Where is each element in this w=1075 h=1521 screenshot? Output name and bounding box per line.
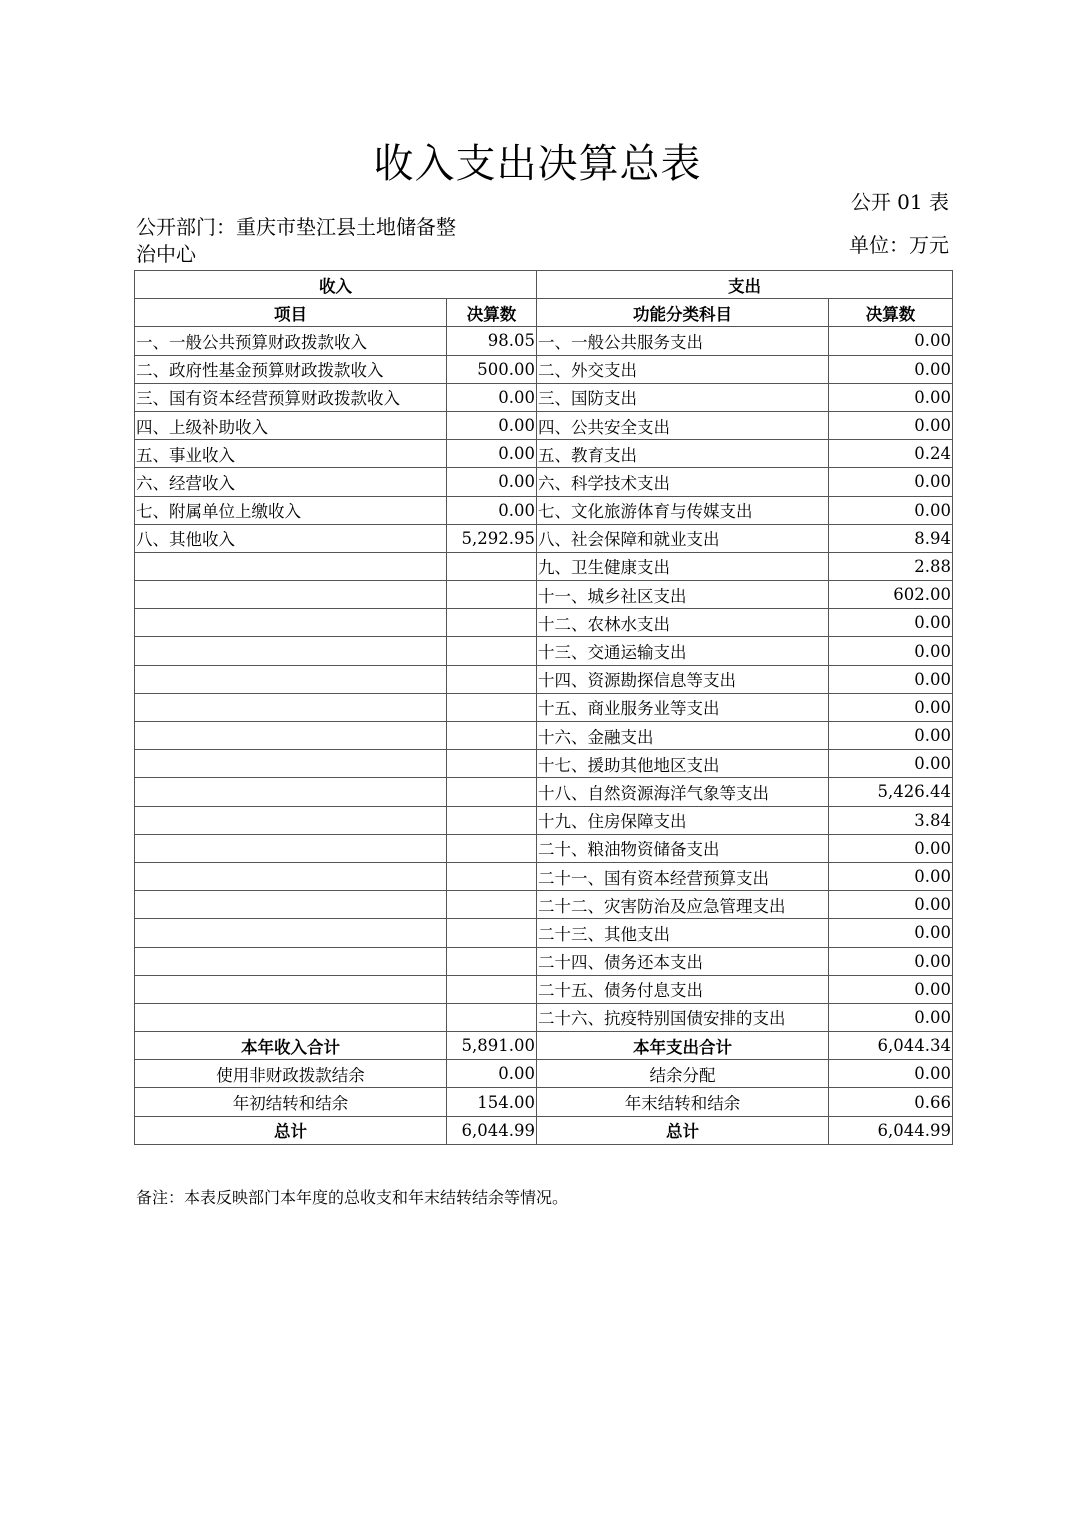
income-item: 一、一般公共预算财政拨款收入: [135, 327, 447, 355]
income-amount: 500.00: [447, 355, 537, 383]
income-amount: [447, 806, 537, 834]
income-item: [135, 778, 447, 806]
expense-amount: 5,426.44: [829, 778, 953, 806]
income-item: [135, 665, 447, 693]
table-row: [135, 581, 953, 609]
table-row: [135, 722, 953, 750]
item-header: 项目: [135, 299, 447, 327]
footnote: 备注：本表反映部门本年度的总收支和年末结转结余等情况。: [136, 1188, 569, 1207]
income-item: [135, 806, 447, 834]
unit-label: 单位：万元: [849, 233, 949, 257]
income-item: [135, 891, 447, 919]
income-header: 收入: [135, 271, 537, 299]
income-amount: 5,292.95: [447, 524, 537, 552]
expense-total-label: 本年支出合计: [537, 1032, 829, 1060]
expense-amount: 602.00: [829, 581, 953, 609]
end-carryover-value: 0.66: [829, 1088, 953, 1116]
expense-total-value: 6,044.34: [829, 1032, 953, 1060]
table-row: [135, 468, 953, 496]
income-amount: 0.00: [447, 440, 537, 468]
begin-carryover-label: 年初结转和结余: [135, 1088, 447, 1116]
expense-item: 十五、商业服务业等支出: [537, 693, 829, 721]
surplus-dist-label: 结余分配: [537, 1060, 829, 1088]
grand-total-row: [135, 1116, 953, 1144]
income-item: 二、政府性基金预算财政拨款收入: [135, 355, 447, 383]
expense-amount: 0.00: [829, 496, 953, 524]
table-row: [135, 440, 953, 468]
grand-expense-label: 总计: [537, 1116, 829, 1144]
expense-item: 十一、城乡社区支出: [537, 581, 829, 609]
income-total-label: 本年收入合计: [135, 1032, 447, 1060]
table-row: [135, 862, 953, 890]
income-item: [135, 581, 447, 609]
expense-amount: 0.00: [829, 975, 953, 1003]
income-item: [135, 834, 447, 862]
income-amount: [447, 919, 537, 947]
table-row: [135, 496, 953, 524]
income-amount: [447, 834, 537, 862]
income-amount: [447, 637, 537, 665]
total-row: [135, 1032, 953, 1060]
expense-amount: 0.00: [829, 750, 953, 778]
expense-amount: 0.24: [829, 440, 953, 468]
expense-amount: 0.00: [829, 693, 953, 721]
table-row: [135, 919, 953, 947]
income-amount: [447, 665, 537, 693]
income-item: [135, 919, 447, 947]
table-row: [135, 327, 953, 355]
expense-amount: 3.84: [829, 806, 953, 834]
expense-item: 十三、交通运输支出: [537, 637, 829, 665]
expense-item: 二十一、国有资本经营预算支出: [537, 862, 829, 890]
expense-amount: 0.00: [829, 665, 953, 693]
nonfiscal-row: [135, 1060, 953, 1088]
income-amount: [447, 975, 537, 1003]
income-item: 六、经营收入: [135, 468, 447, 496]
expense-item: 四、公共安全支出: [537, 411, 829, 439]
expense-amount: 0.00: [829, 411, 953, 439]
table-row: [135, 947, 953, 975]
expense-item: 十四、资源勘探信息等支出: [537, 665, 829, 693]
department-label: 公开部门：重庆市垫江县土地储备整治中心: [136, 215, 456, 266]
income-amount: 0.00: [447, 411, 537, 439]
income-amount: [447, 609, 537, 637]
expense-item: 十九、住房保障支出: [537, 806, 829, 834]
header-row-2: [135, 299, 953, 327]
income-amount: 0.00: [447, 468, 537, 496]
income-amount: [447, 693, 537, 721]
expense-item: 十六、金融支出: [537, 722, 829, 750]
table-row: [135, 975, 953, 1003]
table-row: [135, 693, 953, 721]
table-row: [135, 750, 953, 778]
amount-header: 决算数: [447, 299, 537, 327]
income-amount: [447, 1003, 537, 1031]
expense-header: 支出: [537, 271, 953, 299]
income-item: [135, 862, 447, 890]
income-item: [135, 722, 447, 750]
income-item: [135, 947, 447, 975]
expense-item: 六、科学技术支出: [537, 468, 829, 496]
expense-item: 一、一般公共服务支出: [537, 327, 829, 355]
income-item: 七、附属单位上缴收入: [135, 496, 447, 524]
expense-amount: 0.00: [829, 383, 953, 411]
expense-item: 八、社会保障和就业支出: [537, 524, 829, 552]
table-row: [135, 891, 953, 919]
expense-item: 十七、援助其他地区支出: [537, 750, 829, 778]
expense-item: 二十五、债务付息支出: [537, 975, 829, 1003]
income-amount: 0.00: [447, 496, 537, 524]
income-item: 三、国有资本经营预算财政拨款收入: [135, 383, 447, 411]
grand-income-value: 6,044.99: [447, 1116, 537, 1144]
header-row-1: [135, 271, 953, 299]
table-row: [135, 665, 953, 693]
income-amount: [447, 722, 537, 750]
expense-item: 十二、农林水支出: [537, 609, 829, 637]
income-item: [135, 609, 447, 637]
table-row: [135, 552, 953, 580]
expense-amount: 0.00: [829, 891, 953, 919]
table-row: [135, 637, 953, 665]
table-row: [135, 1003, 953, 1031]
income-amount: [447, 778, 537, 806]
income-item: [135, 1003, 447, 1031]
income-item: 四、上级补助收入: [135, 411, 447, 439]
expense-item: 二十二、灾害防治及应急管理支出: [537, 891, 829, 919]
table-row: [135, 355, 953, 383]
income-item: [135, 637, 447, 665]
expense-amount: 0.00: [829, 327, 953, 355]
expense-amount: 0.00: [829, 1003, 953, 1031]
income-amount: [447, 891, 537, 919]
expense-amount: 0.00: [829, 722, 953, 750]
income-item: [135, 693, 447, 721]
income-item: [135, 552, 447, 580]
expense-item: 七、文化旅游体育与传媒支出: [537, 496, 829, 524]
expense-item: 九、卫生健康支出: [537, 552, 829, 580]
income-amount: [447, 750, 537, 778]
page-title: 收入支出决算总表: [373, 141, 702, 187]
expense-amount: 0.00: [829, 919, 953, 947]
nonfiscal-value: 0.00: [447, 1060, 537, 1088]
income-amount: 0.00: [447, 383, 537, 411]
income-amount: [447, 552, 537, 580]
income-item: [135, 750, 447, 778]
expense-amount: 0.00: [829, 862, 953, 890]
expense-amount: 2.88: [829, 552, 953, 580]
grand-income-label: 总计: [135, 1116, 447, 1144]
expense-amount: 0.00: [829, 355, 953, 383]
func-header: 功能分类科目: [537, 299, 829, 327]
income-expense-table: [134, 270, 953, 1145]
amount2-header: 决算数: [829, 299, 953, 327]
expense-item: 五、教育支出: [537, 440, 829, 468]
income-amount: 98.05: [447, 327, 537, 355]
income-total-value: 5,891.00: [447, 1032, 537, 1060]
carryover-row: [135, 1088, 953, 1116]
expense-item: 三、国防支出: [537, 383, 829, 411]
income-amount: [447, 947, 537, 975]
expense-item: 二十、粮油物资储备支出: [537, 834, 829, 862]
income-item: 五、事业收入: [135, 440, 447, 468]
grand-expense-value: 6,044.99: [829, 1116, 953, 1144]
income-amount: [447, 862, 537, 890]
income-item: 八、其他收入: [135, 524, 447, 552]
form-number: 公开 01 表: [850, 190, 949, 214]
end-carryover-label: 年末结转和结余: [537, 1088, 829, 1116]
expense-amount: 8.94: [829, 524, 953, 552]
expense-item: 二十三、其他支出: [537, 919, 829, 947]
expense-amount: 0.00: [829, 609, 953, 637]
table-row: [135, 411, 953, 439]
table-row: [135, 778, 953, 806]
table-row: [135, 524, 953, 552]
begin-carryover-value: 154.00: [447, 1088, 537, 1116]
expense-amount: 0.00: [829, 468, 953, 496]
expense-amount: 0.00: [829, 637, 953, 665]
expense-item: 十八、自然资源海洋气象等支出: [537, 778, 829, 806]
expense-item: 二十四、债务还本支出: [537, 947, 829, 975]
expense-item: 二十六、抗疫特别国债安排的支出: [537, 1003, 829, 1031]
expense-item: 二、外交支出: [537, 355, 829, 383]
surplus-dist-value: 0.00: [829, 1060, 953, 1088]
table-row: [135, 383, 953, 411]
expense-amount: 0.00: [829, 947, 953, 975]
table-row: [135, 609, 953, 637]
table-row: [135, 834, 953, 862]
income-item: [135, 975, 447, 1003]
expense-amount: 0.00: [829, 834, 953, 862]
nonfiscal-label: 使用非财政拨款结余: [135, 1060, 447, 1088]
table-row: [135, 806, 953, 834]
income-amount: [447, 581, 537, 609]
